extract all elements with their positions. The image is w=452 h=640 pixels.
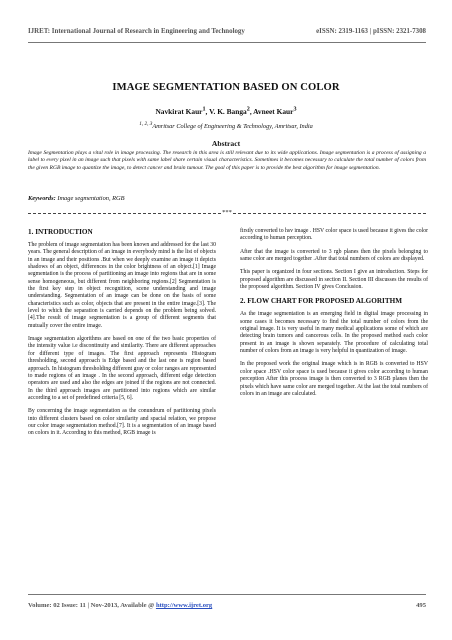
keywords-label: Keywords: — [28, 195, 56, 202]
intro-paragraph-4: firstly converted to hsv image . HSV color space is used because it gives the color according to human perception. — [240, 228, 428, 242]
intro-paragraph-3: By concerning the image segmentation as the conundrum of partitioning pixels into different clusters based on color similarity and spacial relation, we propose our color image segmentation method.[7]. It is a segmentation of an image based on colors in it. According to this method, RGB image is — [28, 408, 216, 437]
flowchart-paragraph-2: In the proposed work the original image which is in RGB is converted to HSV color space .HSV color space is used because it gives color according to human perception After this process image is then converted to 3 RGB planes then the pixels which have same color are merged together. At the last the total numbers of colors in an image are calculated. — [240, 361, 428, 397]
author-2: V. K. Banga$^2$, — [209, 107, 254, 117]
flowchart-heading: 2. FLOW CHART FOR PROPOSED ALGORITHM — [240, 297, 403, 306]
footer-volume: Volume: 02 Issue: 11 | Nov-2013, Available @ http://www.ijret.org — [28, 602, 213, 609]
journal-name: IJRET: International Journal of Research in Engineering and Technology — [28, 28, 245, 35]
separator-dash-left — [28, 213, 221, 214]
author-1: Navkirat Kaur$^1$, — [155, 107, 210, 117]
journal-issn: eISSN: 2319-1163 | pISSN: 2321-7308 — [316, 28, 426, 35]
journal-header — [28, 28, 426, 35]
affiliation-marks: 1, 2, 3 — [139, 121, 153, 127]
author-list — [0, 107, 452, 116]
affiliation-text: Amritsar College of Engineering & Technology, Amritsar, India — [152, 123, 313, 131]
left-column — [28, 228, 216, 444]
author-3: Avneet Kaur$^3$ — [253, 107, 297, 117]
header-rule — [28, 42, 426, 43]
page-number: 495 — [416, 602, 426, 609]
affiliation — [0, 121, 452, 130]
abstract-text: Image Segmentation plays a vital role in image processing. The research in this area is still relevant due to its wide applications. Image segmentation is a process of assigning a label to every pixel in an image such that pixels with same label share certain visual characteristics. Sometimes it becomes necessary to calculate the total number of colors from the given RGB image to quantize the image, to detect cancer and brain tumour. The goal of this paper is to provide the best algorithm for image segmentation. — [28, 150, 426, 171]
intro-paragraph-5: After that the image is converted to 3 rgb planes then the pixels belonging to same color are merged together .After that total numbers of colors are displayed. — [240, 248, 428, 263]
flowchart-paragraph-1: As the image segmentation is an emerging field in digital image processing in some cases it becomes necessary to find the total number of colors from the original image. It is very useful in many medical applications some of which are detecting brain tumors and cancerous cells. In the proposed method each color present in an image is shown separately. The procedure of calculating total number of colors from an image is very helpful in quantization of image. — [240, 311, 428, 355]
intro-paragraph-2: Image segmentation algorithms are based on one of the two basic properties of the intensity value i.e discontinuity and similarity. There are different approaches for different type of images. The first approach represents Histogram thresholding, second approach is Edge based and the last one is region based approach. In histogram thresholding different gray or color ranges are represented to made regions of an image . In the second approach, different edge detection operators are used and also the edges are joined if the regions are not connected. In the third approach images are partitioned into regions which are similar according to a set of predefined criteria [5, 6]. — [28, 336, 216, 401]
right-column — [240, 228, 428, 404]
intro-heading: 1. INTRODUCTION — [28, 228, 93, 236]
page-footer — [28, 602, 426, 609]
intro-paragraph-1: The problem of image segmentation has been known and addressed for the last 30 years. The general description of an image in everybody mind is the list of objects in an image and their positions .But when we deeply examine an image it depicts shadows of an object, differences in the color brightness of an object.[1] Image segmentation is the process of partitioning an image into regions that are in some sense homogeneous, but different from neighboring regions.[2] Segmentation is the first key step in object recognition, scene understanding and image understanding. Segmentation of an image can be done on the basis of some characteristics such as color, objects that are present in the entire image.[3]. The level to which the separation is carried depends on the problem being solved. [4].The result of image segmentation is a group of different segments that mutually cover the entire image. — [28, 242, 216, 329]
separator-stars: *** — [222, 209, 232, 216]
paper-title: IMAGE SEGMENTATION BASED ON COLOR — [112, 82, 340, 93]
section-separator — [28, 209, 426, 217]
separator-dash-right — [233, 213, 426, 214]
footer-rule — [28, 594, 426, 595]
keywords — [28, 195, 426, 202]
keywords-text: Image segmentation, RGB — [57, 195, 125, 202]
abstract-heading: Abstract — [211, 139, 241, 148]
footer-url-link[interactable]: http://www.ijret.org — [155, 602, 213, 609]
intro-paragraph-6: This paper is organized in four sections. Section I give an introduction. Steps for proposed algorithm are discussed in section II. Section III discusses the results of the proposed algorithm. Section IV gives Conclusion. — [240, 269, 428, 291]
